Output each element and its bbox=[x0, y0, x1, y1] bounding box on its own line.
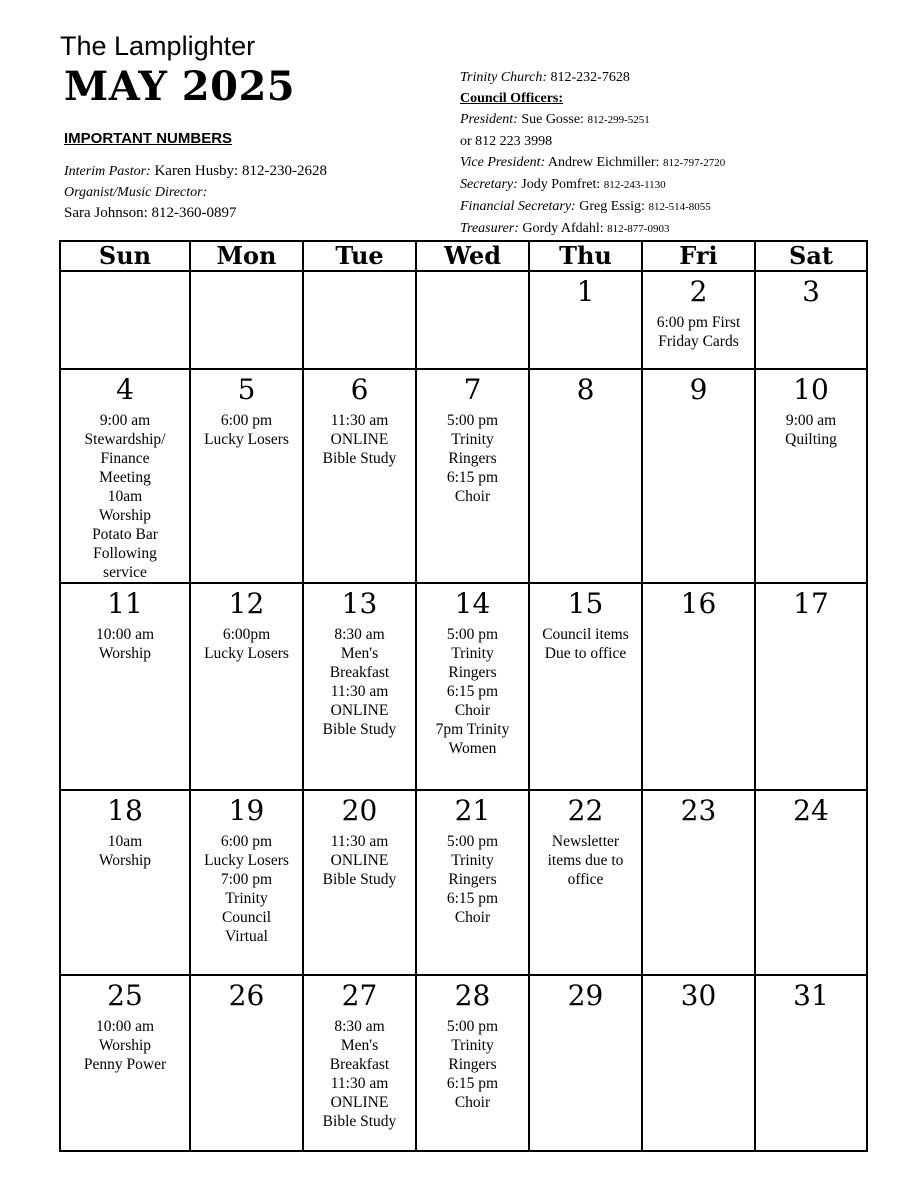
day-number: 28 bbox=[454, 979, 491, 1012]
day-number: 31 bbox=[793, 979, 829, 1012]
pastor-value: Karen Husby: 812-230-2628 bbox=[154, 163, 327, 179]
event-line: Choir bbox=[454, 1094, 491, 1111]
day-number: 2 bbox=[689, 275, 708, 308]
calendar-day-cell bbox=[642, 790, 755, 975]
event-line: 11:30 am bbox=[330, 833, 389, 850]
day-events bbox=[61, 411, 189, 582]
calendar-day-cell bbox=[303, 975, 416, 1151]
organist-value: Sara Johnson: 812-360-0897 bbox=[64, 205, 237, 221]
secretary-phone: 812-243-1130 bbox=[603, 179, 666, 191]
event-line: 10am bbox=[107, 833, 143, 850]
calendar-day-cell bbox=[60, 790, 190, 975]
publication-title: The Lamplighter bbox=[60, 31, 256, 61]
calendar-day-cell bbox=[755, 271, 867, 369]
calendar-day-cell bbox=[60, 369, 190, 583]
calendar-week-row bbox=[60, 271, 867, 369]
day-number: 29 bbox=[567, 979, 604, 1012]
calendar-grid bbox=[59, 240, 868, 1152]
event-line: Breakfast bbox=[329, 1056, 390, 1073]
calendar-day-cell bbox=[60, 583, 190, 790]
event-line: Bible Study bbox=[322, 721, 397, 738]
event-line: Ringers bbox=[448, 664, 497, 681]
day-number: 13 bbox=[341, 587, 378, 620]
day-events bbox=[304, 625, 415, 739]
event-line: office bbox=[567, 871, 604, 888]
day-number: 10 bbox=[793, 373, 829, 406]
day-number: 20 bbox=[341, 794, 378, 827]
calendar-day-cell bbox=[190, 975, 303, 1151]
weekday-header: Thu bbox=[529, 241, 642, 271]
event-line: Ringers bbox=[448, 871, 497, 888]
day-events bbox=[191, 625, 302, 663]
day-number: 23 bbox=[680, 794, 717, 827]
calendar-day-cell bbox=[303, 790, 416, 975]
event-line: ONLINE bbox=[330, 431, 389, 448]
event-line: 6:00pm bbox=[222, 626, 271, 643]
event-line: 6:15 pm bbox=[446, 469, 499, 486]
event-line: 9:00 am bbox=[99, 412, 151, 429]
event-line: Women bbox=[448, 740, 497, 757]
event-line: Penny Power bbox=[83, 1056, 167, 1073]
church-phone: 812-232-7628 bbox=[550, 70, 630, 85]
weekday-header: Sat bbox=[755, 241, 867, 271]
calendar-week-row bbox=[60, 369, 867, 583]
weekday-header: Tue bbox=[303, 241, 416, 271]
event-line: Trinity bbox=[451, 852, 494, 869]
day-events bbox=[417, 625, 528, 758]
calendar-day-cell bbox=[642, 975, 755, 1151]
day-number: 5 bbox=[237, 373, 256, 406]
calendar-day-cell bbox=[529, 583, 642, 790]
event-line: Potato Bar bbox=[92, 526, 158, 543]
event-line: Bible Study bbox=[322, 450, 397, 467]
pastor-contacts bbox=[64, 161, 327, 224]
calendar-day-cell bbox=[303, 583, 416, 790]
day-number: 18 bbox=[107, 794, 143, 827]
event-line: 10:00 am bbox=[95, 626, 155, 643]
event-line: Council bbox=[221, 909, 272, 926]
event-line: 7:00 pm bbox=[220, 871, 273, 888]
event-line: items due to bbox=[547, 852, 624, 869]
day-number: 19 bbox=[228, 794, 265, 827]
event-line: Choir bbox=[454, 702, 491, 719]
event-line: Finance bbox=[100, 450, 150, 467]
event-line: ONLINE bbox=[330, 852, 389, 869]
day-events bbox=[417, 411, 528, 506]
organist-label: Organist/Music Director: bbox=[64, 185, 208, 200]
day-events bbox=[643, 313, 754, 351]
calendar-day-cell bbox=[416, 271, 529, 369]
secretary-name: Jody Pomfret: bbox=[521, 177, 601, 192]
event-line: 5:00 pm bbox=[446, 833, 499, 850]
president-name: Sue Gosse: bbox=[521, 112, 584, 127]
event-line: 11:30 am bbox=[330, 412, 389, 429]
day-events bbox=[304, 832, 415, 889]
secretary-label: Secretary: bbox=[460, 177, 518, 192]
weekday-header: Sun bbox=[60, 241, 190, 271]
day-number: 8 bbox=[576, 373, 595, 406]
calendar-week-row bbox=[60, 975, 867, 1151]
event-line: Meeting bbox=[99, 469, 151, 486]
day-number: 16 bbox=[680, 587, 717, 620]
president-phone: 812-299-5251 bbox=[587, 114, 650, 126]
council-officers-heading: Council Officers: bbox=[460, 91, 564, 106]
day-number: 21 bbox=[454, 794, 491, 827]
event-line: Due to office bbox=[544, 645, 627, 662]
event-line: 10:00 am bbox=[95, 1018, 155, 1035]
calendar-week-row bbox=[60, 583, 867, 790]
calendar-day-cell bbox=[755, 975, 867, 1151]
important-numbers-heading: IMPORTANT NUMBERS bbox=[64, 130, 233, 147]
day-events bbox=[756, 411, 866, 449]
event-line: Bible Study bbox=[322, 871, 397, 888]
event-line: Newsletter bbox=[551, 833, 620, 850]
calendar-day-cell bbox=[529, 790, 642, 975]
day-events bbox=[530, 832, 641, 889]
day-events bbox=[304, 411, 415, 468]
calendar-day-cell bbox=[416, 369, 529, 583]
calendar-day-cell bbox=[190, 583, 303, 790]
event-line: 9:00 am bbox=[785, 412, 837, 429]
day-number: 25 bbox=[107, 979, 143, 1012]
calendar-day-cell bbox=[303, 369, 416, 583]
event-line: service bbox=[103, 564, 147, 581]
fin-sec-name: Greg Essig: bbox=[579, 199, 645, 214]
day-number: 12 bbox=[228, 587, 265, 620]
event-line: 11:30 am bbox=[330, 683, 389, 700]
event-line: 6:15 pm bbox=[446, 1075, 499, 1092]
event-line: 10am bbox=[107, 488, 143, 505]
event-line: Choir bbox=[454, 488, 491, 505]
event-line: Ringers bbox=[448, 1056, 497, 1073]
event-line: 7pm Trinity bbox=[435, 721, 510, 738]
event-line: Friday Cards bbox=[658, 333, 739, 350]
vp-label: Vice President: bbox=[460, 155, 546, 170]
event-line: Trinity bbox=[451, 431, 494, 448]
vp-phone: 812-797-2720 bbox=[662, 157, 726, 169]
calendar-day-cell bbox=[755, 369, 867, 583]
day-number: 17 bbox=[793, 587, 829, 620]
calendar-day-cell bbox=[755, 790, 867, 975]
calendar-body bbox=[60, 271, 867, 1151]
calendar-day-cell bbox=[529, 369, 642, 583]
day-events bbox=[61, 625, 189, 663]
day-number: 15 bbox=[567, 587, 604, 620]
weekday-header: Mon bbox=[190, 241, 303, 271]
event-line: 6:00 pm bbox=[220, 833, 273, 850]
calendar-day-cell bbox=[190, 369, 303, 583]
event-line: ONLINE bbox=[330, 702, 389, 719]
event-line: Worship bbox=[98, 1037, 152, 1054]
day-number: 4 bbox=[116, 373, 134, 406]
treasurer-phone: 812-877-0903 bbox=[607, 223, 670, 235]
day-events bbox=[417, 1017, 528, 1112]
calendar-day-cell bbox=[60, 975, 190, 1151]
event-line: Council items bbox=[542, 626, 629, 643]
day-number: 9 bbox=[689, 373, 708, 406]
pastor-label: Interim Pastor: bbox=[64, 164, 151, 179]
church-label: Trinity Church: bbox=[460, 70, 547, 85]
calendar-day-cell bbox=[529, 975, 642, 1151]
calendar-day-cell bbox=[303, 271, 416, 369]
day-number: 6 bbox=[350, 373, 369, 406]
day-number: 26 bbox=[228, 979, 265, 1012]
event-line: Lucky Losers bbox=[204, 645, 289, 662]
weekday-header-row bbox=[60, 241, 867, 271]
event-line: Men's bbox=[340, 1037, 379, 1054]
calendar-day-cell bbox=[755, 583, 867, 790]
event-line: 11:30 am bbox=[330, 1075, 389, 1092]
calendar-day-cell bbox=[416, 975, 529, 1151]
calendar-day-cell bbox=[190, 790, 303, 975]
day-events bbox=[191, 832, 302, 946]
calendar-day-cell bbox=[60, 271, 190, 369]
day-number: 1 bbox=[576, 275, 595, 308]
event-line: Virtual bbox=[225, 928, 268, 945]
event-line: Worship bbox=[98, 852, 152, 869]
day-events bbox=[61, 832, 189, 870]
event-line: 8:30 am bbox=[334, 626, 385, 643]
event-line: Following bbox=[93, 545, 157, 562]
council-contacts bbox=[460, 67, 725, 240]
event-line: Trinity bbox=[451, 1037, 494, 1054]
event-line: Lucky Losers bbox=[204, 431, 289, 448]
event-line: 6:00 pm First bbox=[656, 314, 741, 331]
event-line: 5:00 pm bbox=[446, 626, 499, 643]
event-line: Trinity bbox=[451, 645, 494, 662]
event-line: 6:00 pm bbox=[220, 412, 273, 429]
calendar-day-cell bbox=[642, 583, 755, 790]
event-line: 6:15 pm bbox=[446, 683, 499, 700]
event-line: Worship bbox=[98, 645, 152, 662]
event-line: ONLINE bbox=[330, 1094, 389, 1111]
calendar-day-cell bbox=[642, 369, 755, 583]
event-line: Lucky Losers bbox=[204, 852, 289, 869]
calendar-day-cell bbox=[642, 271, 755, 369]
day-events bbox=[304, 1017, 415, 1131]
event-line: 6:15 pm bbox=[446, 890, 499, 907]
day-number: 7 bbox=[463, 373, 482, 406]
month-year-title: MAY 2025 bbox=[64, 63, 296, 110]
day-number: 30 bbox=[680, 979, 717, 1012]
calendar-week-row bbox=[60, 790, 867, 975]
day-number: 24 bbox=[793, 794, 829, 827]
event-line: 5:00 pm bbox=[446, 412, 499, 429]
event-line: Choir bbox=[454, 909, 491, 926]
event-line: 5:00 pm bbox=[446, 1018, 499, 1035]
event-line: 8:30 am bbox=[334, 1018, 385, 1035]
weekday-header: Wed bbox=[416, 241, 529, 271]
calendar-day-cell bbox=[416, 790, 529, 975]
weekday-header: Fri bbox=[642, 241, 755, 271]
fin-sec-label: Financial Secretary: bbox=[460, 199, 576, 214]
day-events bbox=[191, 411, 302, 449]
day-events bbox=[417, 832, 528, 927]
event-line: Men's bbox=[340, 645, 379, 662]
event-line: Breakfast bbox=[329, 664, 390, 681]
event-line: Worship bbox=[98, 507, 152, 524]
day-number: 27 bbox=[341, 979, 378, 1012]
treasurer-label: Treasurer: bbox=[460, 221, 519, 236]
calendar-day-cell bbox=[416, 583, 529, 790]
president-alt-phone: or 812 223 3998 bbox=[460, 134, 553, 149]
president-label: President: bbox=[460, 112, 518, 127]
day-number: 14 bbox=[454, 587, 491, 620]
event-line: Bible Study bbox=[322, 1113, 397, 1130]
calendar-day-cell bbox=[529, 271, 642, 369]
event-line: Quilting bbox=[785, 431, 837, 448]
day-number: 11 bbox=[107, 587, 143, 620]
fin-sec-phone: 812-514-8055 bbox=[648, 201, 711, 213]
event-line: Stewardship/ bbox=[84, 431, 166, 448]
vp-name: Andrew Eichmiller: bbox=[547, 155, 660, 170]
day-events bbox=[530, 625, 641, 663]
calendar-day-cell bbox=[190, 271, 303, 369]
event-line: Trinity bbox=[225, 890, 268, 907]
treasurer-name: Gordy Afdahl: bbox=[522, 221, 604, 236]
day-events bbox=[61, 1017, 189, 1074]
event-line: Ringers bbox=[448, 450, 497, 467]
day-number: 22 bbox=[567, 794, 604, 827]
day-number: 3 bbox=[802, 275, 820, 308]
